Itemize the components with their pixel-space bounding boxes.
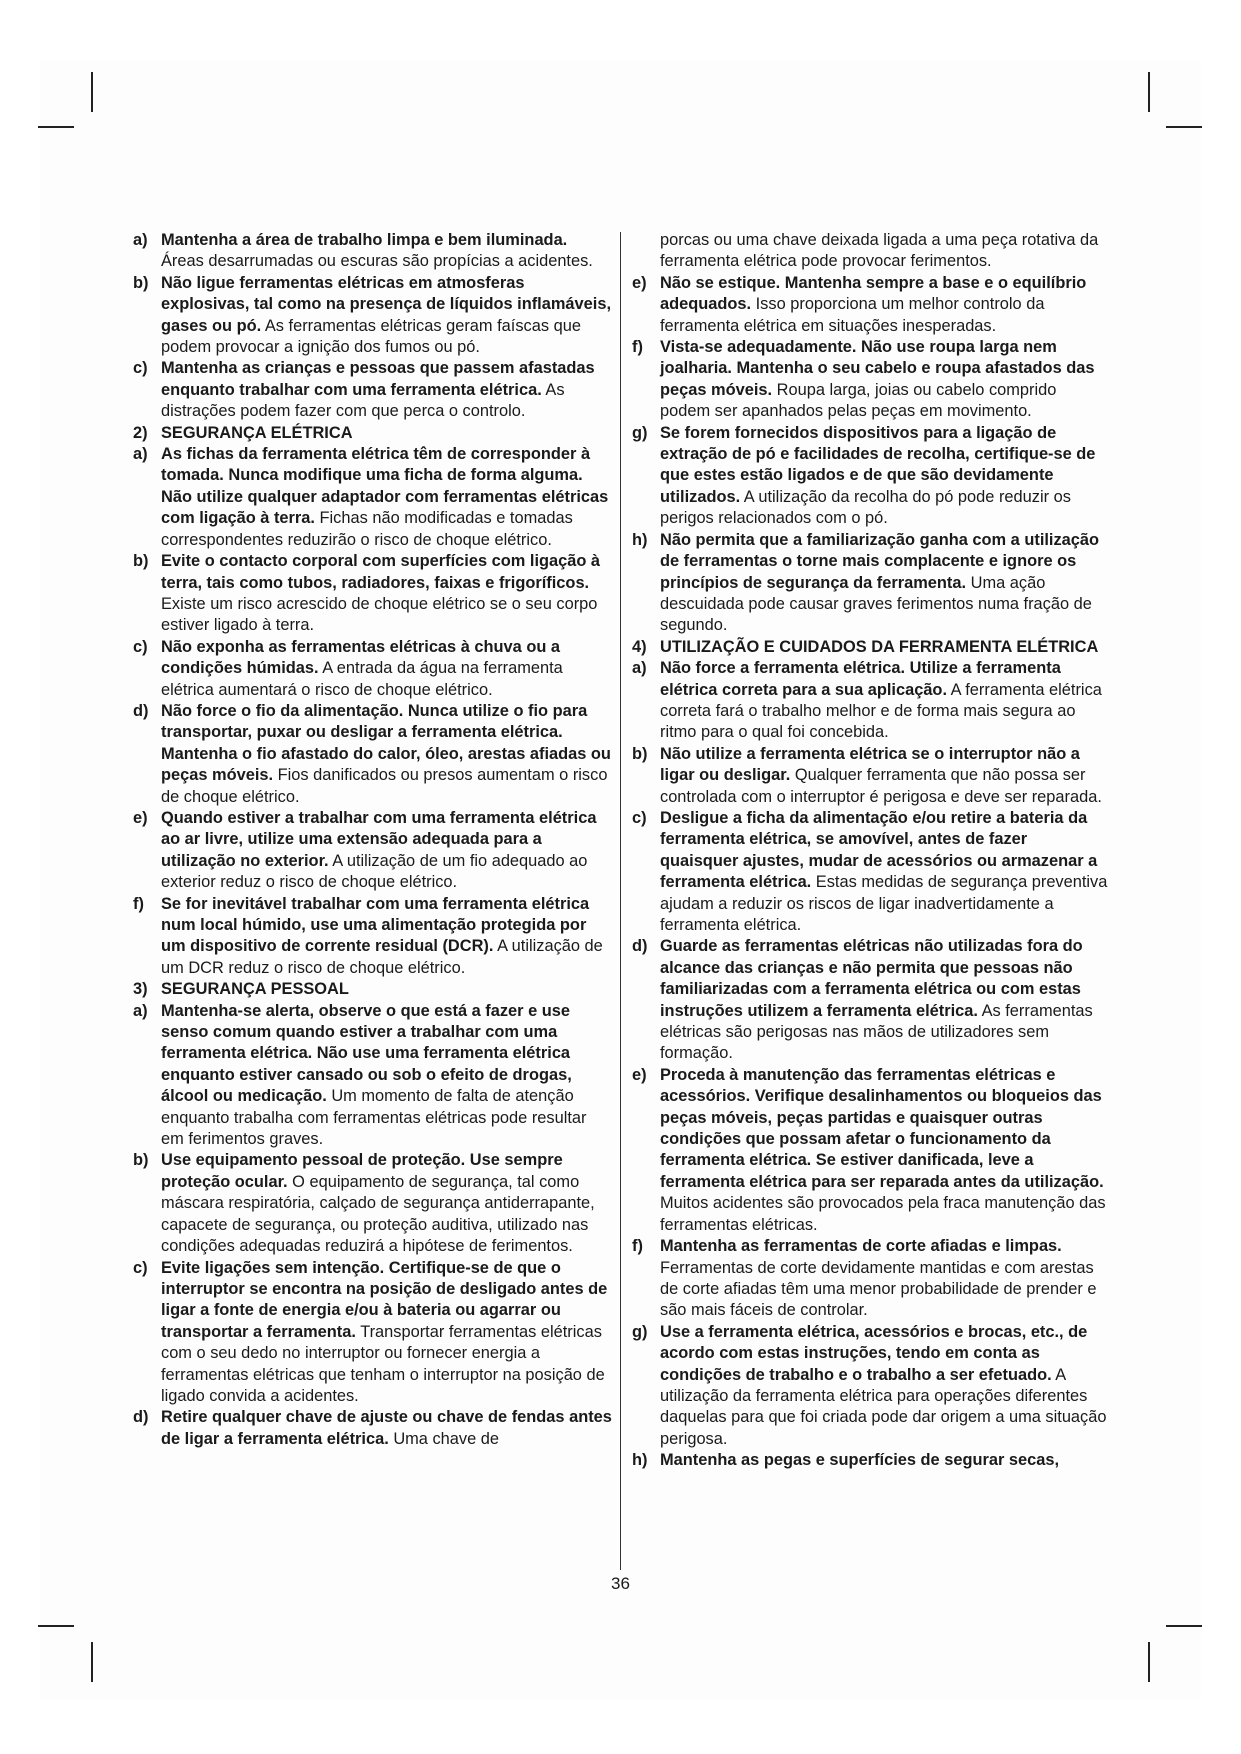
item-label: c) bbox=[133, 637, 148, 656]
list-item bbox=[133, 808, 613, 894]
list-item bbox=[632, 1322, 1110, 1450]
list-item bbox=[632, 658, 1110, 744]
item-bold-text: Proceda à manutenção das ferramentas elétricas e acessórios. Verifique desalinhamentos ou bloqueios das peças móveis, peças partidas e quaisquer outras condições que possam afetar o funcionamento da ferramenta elétrica. Se estiver danificada, leve a ferramenta elétrica para ser reparada antes da utilização. bbox=[660, 1065, 1104, 1191]
section-number: 4) bbox=[632, 637, 647, 656]
section-title: UTILIZAÇÃO E CUIDADOS DA FERRAMENTA ELÉTRICA bbox=[660, 637, 1099, 656]
item-label: d) bbox=[133, 701, 149, 720]
item-text: As ferramentas elétricas são perigosas nas mãos de utilizadores sem formação. bbox=[660, 1001, 1093, 1063]
crop-mark bbox=[1148, 72, 1150, 112]
item-text: As distrações podem fazer com que perca o controlo. bbox=[161, 380, 565, 421]
item-label: e) bbox=[133, 808, 148, 827]
item-label: c) bbox=[133, 1258, 148, 1277]
item-label: g) bbox=[632, 423, 648, 442]
item-label: h) bbox=[632, 1451, 648, 1470]
item-label: a) bbox=[133, 1001, 148, 1020]
list-item bbox=[133, 551, 613, 637]
column-divider bbox=[620, 232, 621, 1570]
item-text: Muitos acidentes são provocados pela fraca manutenção das ferramentas elétricas. bbox=[660, 1194, 1106, 1234]
list-item bbox=[133, 701, 613, 808]
list-item bbox=[632, 744, 1110, 808]
item-label: a) bbox=[133, 445, 148, 464]
list-item bbox=[632, 423, 1110, 530]
list-item bbox=[133, 358, 613, 422]
item-text: Roupa larga, joias ou cabelo comprido podem ser apanhados pelas peças em movimento. bbox=[660, 380, 1057, 421]
item-label: c) bbox=[632, 808, 647, 827]
list-item bbox=[632, 1450, 1110, 1471]
item-bold-text: Se forem fornecidos dispositivos para a ligação de extração de pó e facilidades de recolha, certifique-se de que estes estão ligados e de que são devidamente utilizados. bbox=[660, 423, 1096, 506]
item-bold-text: Não force o fio da alimentação. Nunca utilize o fio para transportar, puxar ou desligar a ferramenta elétrica. Mantenha o fio afastado do calor, óleo, arestas afiadas ou peças móveis. bbox=[161, 701, 611, 785]
item-bold-text: Mantenha a área de trabalho limpa e bem iluminada. bbox=[161, 231, 568, 249]
item-text: Estas medidas de segurança preventiva ajudam a reduzir os riscos de ligar inadvertidamente a ferramenta elétrica. bbox=[660, 873, 1108, 934]
item-bold-text: Mantenha-se alerta, observe o que está a fazer e use senso comum quando estiver a trabalhar com uma ferramenta elétrica. Não use uma ferramenta elétrica enquanto estiver cansado ou sob o efeito de drogas, álcool ou medicação. bbox=[161, 1001, 572, 1106]
continued-text: porcas ou uma chave deixada ligada a uma peça rotativa da ferramenta elétrica pode provocar ferimentos. bbox=[660, 231, 1099, 271]
item-label: f) bbox=[632, 338, 643, 357]
item-text: A entrada da água na ferramenta elétrica aumentará o risco de choque elétrico. bbox=[161, 659, 563, 699]
section-heading bbox=[632, 637, 1110, 658]
item-label: a) bbox=[133, 231, 148, 249]
item-text: A utilização de um DCR reduz o risco de choque elétrico. bbox=[161, 937, 603, 977]
section-number: 2) bbox=[133, 423, 148, 442]
item-text: A ferramenta elétrica correta fará o trabalho melhor e de forma mais segura ao ritmo para o qual foi concebida. bbox=[660, 680, 1102, 742]
item-bold-text: Não utilize a ferramenta elétrica se o interruptor não a ligar ou desligar. bbox=[660, 744, 1080, 785]
item-text: Isso proporciona um melhor controlo da ferramenta elétrica em situações inesperadas. bbox=[660, 295, 1045, 335]
list-item bbox=[133, 273, 613, 359]
item-text: A utilização da recolha do pó pode reduzir os perigos relacionados com o pó. bbox=[660, 487, 1071, 528]
list-item bbox=[632, 530, 1110, 637]
item-label: b) bbox=[632, 744, 648, 763]
list-item bbox=[632, 273, 1110, 337]
list-item bbox=[632, 1236, 1110, 1322]
item-text: Fichas não modificadas e tomadas correspondentes reduzirão o risco de choque elétrico. bbox=[161, 509, 573, 549]
item-bold-text: Não ligue ferramentas elétricas em atmosferas explosivas, tal como na presença de líquidos inflamáveis, gases ou pó. bbox=[161, 273, 611, 335]
item-label: b) bbox=[133, 273, 149, 292]
list-item bbox=[133, 637, 613, 701]
crop-mark bbox=[91, 1642, 93, 1682]
item-text: O equipamento de segurança, tal como máscara respiratória, calçado de segurança antiderrapante, capacete de segurança, ou proteção auditiva, utilizado nas condições adequadas reduzirá a hipótese de ferimentos. bbox=[161, 1172, 595, 1256]
item-text: Fios danificados ou presos aumentam o risco de choque elétrico. bbox=[161, 766, 608, 806]
item-label: d) bbox=[133, 1408, 149, 1427]
item-bold-text: Não permita que a familiarização ganha com a utilização de ferramentas o torne mais complacente e ignore os princípios de segurança da ferramenta. bbox=[660, 530, 1100, 592]
item-text: Áreas desarrumadas ou escuras são propícias a acidentes. bbox=[161, 252, 593, 271]
item-bold-text: Guarde as ferramentas elétricas não utilizadas fora do alcance das crianças e não permita que pessoas não familiarizadas com a ferramenta elétrica ou com estas instruções utilizem a ferramenta elétrica. bbox=[660, 937, 1083, 1020]
item-text: Ferramentas de corte devidamente mantidas e com arestas de corte afiadas têm uma menor probabilidade de prender e são mais fáceis de controlar. bbox=[660, 1258, 1097, 1320]
item-label: e) bbox=[632, 1065, 647, 1084]
item-label: f) bbox=[632, 1237, 643, 1256]
item-bold-text: As fichas da ferramenta elétrica têm de corresponder à tomada. Nunca modifique uma ficha de forma alguma. Não utilize qualquer adaptador com ferramentas elétricas com ligação à terra. bbox=[161, 445, 609, 528]
crop-mark bbox=[1166, 126, 1202, 128]
item-bold-text: Não se estique. Mantenha sempre a base e o equilíbrio adequados. bbox=[660, 273, 1087, 314]
list-item bbox=[133, 1001, 613, 1151]
section-heading bbox=[133, 423, 613, 444]
item-text: Qualquer ferramenta que não possa ser controlada com o interruptor é perigosa e deve ser reparada. bbox=[660, 766, 1102, 806]
item-label: d) bbox=[632, 937, 648, 956]
crop-mark bbox=[38, 126, 74, 128]
list-item bbox=[133, 1150, 613, 1257]
crop-mark bbox=[38, 1625, 74, 1627]
item-text: Uma chave de bbox=[388, 1429, 500, 1448]
item-label: e) bbox=[632, 273, 647, 292]
item-bold-text: Desligue a ficha da alimentação e/ou retire a bateria da ferramenta elétrica, se amovível, antes de fazer quaisquer ajustes, mudar de acessórios ou armazenar a ferramenta elétrica. bbox=[660, 808, 1098, 892]
list-item bbox=[133, 1407, 613, 1450]
item-label: f) bbox=[133, 894, 144, 913]
item-bold-text: Retire qualquer chave de ajuste ou chave de fendas antes de ligar a ferramenta elétrica. bbox=[161, 1408, 612, 1448]
section-number: 3) bbox=[133, 980, 148, 999]
item-bold-text: Vista-se adequadamente. Não use roupa larga nem joalharia. Mantenha o seu cabelo e roupa afastados das peças móveis. bbox=[660, 338, 1095, 399]
item-label: c) bbox=[133, 359, 148, 378]
item-bold-text: Evite ligações sem intenção. Certifique-se de que o interruptor se encontra na posição de desligado antes de ligar a fonte de energia e/ou à bateria ou agarrar ou transportar a ferramenta. bbox=[161, 1258, 608, 1341]
item-text: Um momento de falta de atenção enquanto trabalha com ferramentas elétricas pode resultar em ferimentos graves. bbox=[161, 1087, 587, 1149]
item-bold-text: Evite o contacto corporal com superfícies com ligação à terra, tais como tubos, radiadores, faixas e frigoríficos. bbox=[161, 552, 601, 592]
item-bold-text: Não exponha as ferramentas elétricas à chuva ou a condições húmidas. bbox=[161, 637, 561, 678]
item-bold-text: Quando estiver a trabalhar com uma ferramenta elétrica ao ar livre, utilize uma extensão adequada para a utilização no exterior. bbox=[161, 808, 597, 870]
crop-mark bbox=[91, 72, 93, 112]
item-label: h) bbox=[632, 530, 648, 549]
section-heading bbox=[133, 979, 613, 1000]
item-bold-text: Se for inevitável trabalhar com uma ferramenta elétrica num local húmido, use uma alimentação protegida por um dispositivo de corrente residual (DCR). bbox=[161, 894, 590, 956]
left-column bbox=[133, 230, 613, 1450]
crop-mark bbox=[1148, 1642, 1150, 1682]
item-label: a) bbox=[632, 659, 647, 678]
item-text: Transportar ferramentas elétricas com o seu dedo no interruptor ou fornecer energia a ferramentas elétricas que tenham o interruptor na posição de ligado convida a acidentes. bbox=[161, 1322, 605, 1405]
item-text: A utilização da ferramenta elétrica para operações diferentes daquelas para que foi criada pode dar origem a uma situação perigosa. bbox=[660, 1365, 1107, 1448]
item-label: b) bbox=[133, 552, 149, 571]
page-number: 36 bbox=[611, 1574, 630, 1593]
item-bold-text: Não force a ferramenta elétrica. Utilize a ferramenta elétrica correta para a sua aplicação. bbox=[660, 659, 1061, 699]
item-bold-text: Mantenha as pegas e superfícies de segurar secas, bbox=[660, 1451, 1060, 1470]
list-item bbox=[632, 1065, 1110, 1236]
list-item bbox=[632, 936, 1110, 1064]
list-item bbox=[133, 1258, 613, 1408]
list-item bbox=[133, 230, 613, 273]
item-text: Existe um risco acrescido de choque elétrico se o seu corpo estiver ligado à terra. bbox=[161, 594, 598, 635]
item-label: g) bbox=[632, 1322, 648, 1341]
item-text: As ferramentas elétricas geram faíscas que podem provocar a ignição dos fumos ou pó. bbox=[161, 316, 581, 357]
list-item bbox=[632, 337, 1110, 423]
item-label: b) bbox=[133, 1151, 149, 1170]
item-bold-text: Mantenha as ferramentas de corte afiadas e limpas. bbox=[660, 1237, 1062, 1256]
item-text: A utilização de um fio adequado ao exterior reduz o risco de choque elétrico. bbox=[161, 851, 588, 892]
item-text: Uma ação descuidada pode causar graves ferimentos numa fração de segundo. bbox=[660, 573, 1092, 635]
list-item bbox=[133, 444, 613, 551]
section-title: SEGURANÇA ELÉTRICA bbox=[161, 423, 353, 442]
list-item bbox=[133, 894, 613, 980]
right-column bbox=[632, 230, 1110, 1472]
crop-mark bbox=[1166, 1625, 1202, 1627]
list-item bbox=[632, 808, 1110, 936]
item-bold-text: Use a ferramenta elétrica, acessórios e brocas, etc., de acordo com estas instruções, tendo em conta as condições de trabalho e o trabalho a ser efetuado. bbox=[660, 1322, 1088, 1384]
item-bold-text: Mantenha as crianças e pessoas que passem afastadas enquanto trabalhar com uma ferramenta elétrica. bbox=[161, 359, 595, 399]
section-title: SEGURANÇA PESSOAL bbox=[161, 980, 349, 999]
item-bold-text: Use equipamento pessoal de proteção. Use sempre proteção ocular. bbox=[161, 1151, 563, 1191]
